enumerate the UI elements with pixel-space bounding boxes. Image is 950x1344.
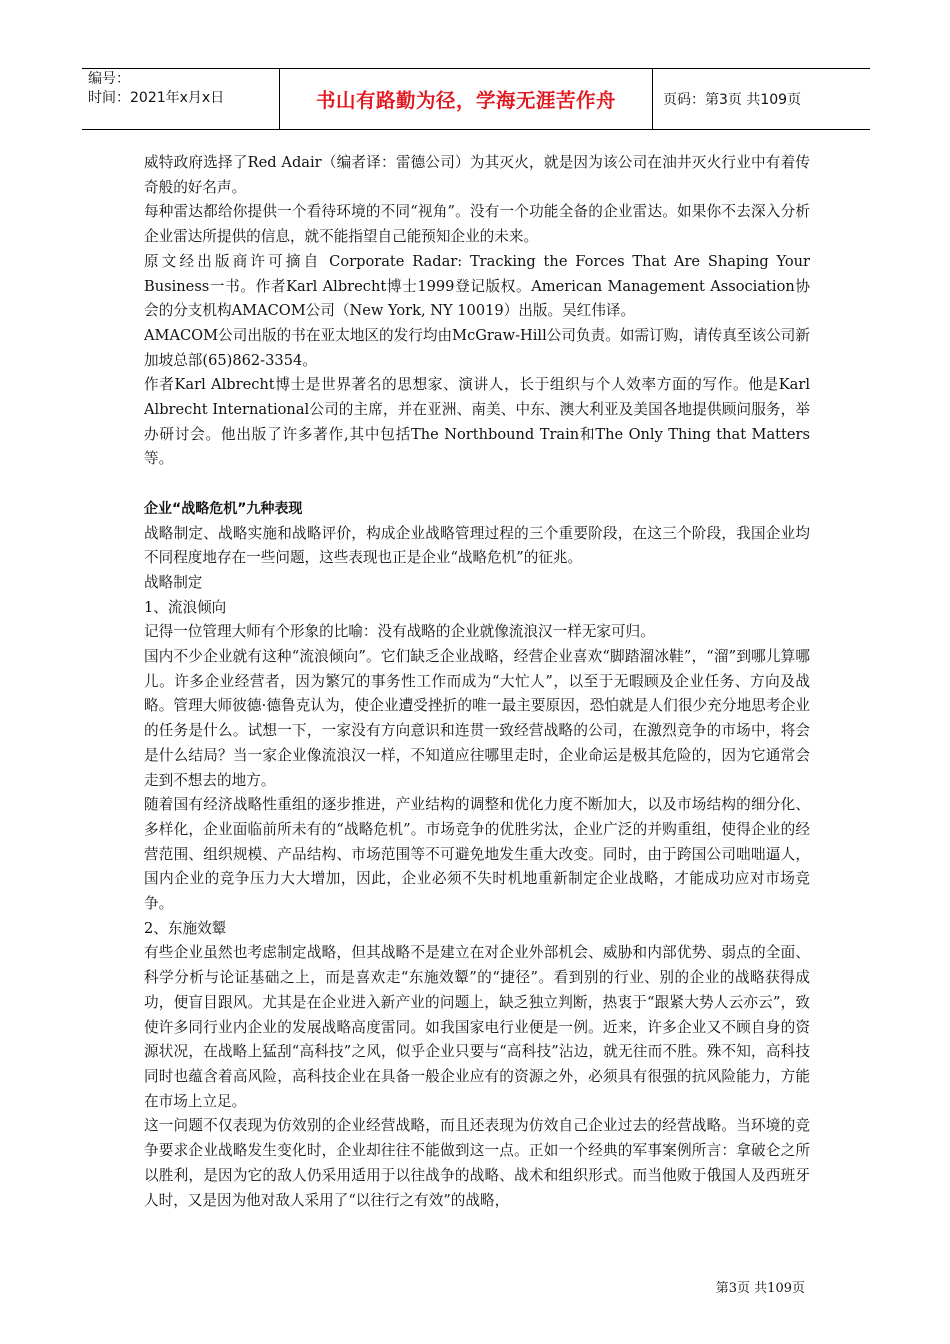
paragraph: AMACOM公司出版的书在亚太地区的发行均由McGraw-Hill公司负责。如需订购，请传真至该公司新加坡总部(65)862-3354。 [144, 326, 810, 369]
header-motto: 书山有路勤为径，学海无涯苦作舟 [315, 89, 616, 112]
paragraph: 有些企业虽然也考虑制定战略，但其战略不是建立在对企业外部机会、威胁和内部优势、弱点的全面、科学分析与论证基础之上，而是喜欢走“东施效颦”的“捷径”。看到别的行业、别的企业的战略获得成功，便盲目跟风。尤其是在企业进入新产业的问题上，缺乏独立判断，热衷于“跟紧大势人云亦云”，致使许多同行业内企业的发展战略高度雷同。如我国家电行业便是一例。近来，许多企业又不顾自身的资源状况，在战略上猛刮“高科技”之风，似乎企业只要与“高科技”沾边，就无往而不胜。殊不知，高科技同时也蕴含着高风险，高科技企业在具备一般企业应有的资源之外，必须具有很强的抗风险能力，方能在市场上立足。 [144, 944, 810, 1110]
paragraph: 随着国有经济战略性重组的逐步推进，产业结构的调整和优化力度不断加大，以及市场结构的细分化、多样化，企业面临前所未有的“战略危机”。市场竞争的优胜劣汰，企业广泛的并购重组，使得企业的经营范围、组织规模、产品结构、市场范围等不可避免地发生重大改变。同时，由于跨国公司咄咄逼人，国内企业的竞争压力大大增加，因此，企业必须不失时机地重新制定企业战略，才能成功应对市场竞争。 [144, 796, 810, 913]
document-date: 时间：2021年x月x日 [88, 90, 225, 106]
subheading: 战略制定 [144, 573, 203, 591]
page-header [82, 68, 870, 130]
paragraph: 作者Karl Albrecht博士是世界著名的思想家、演讲人，长于组织与个人效率方面的写作。他是Karl Albrecht International公司的主席，并在亚洲、南美、中东、澳大利亚及美国各地提供顾问服务，举办研讨会。他出版了许多著作,其中包括The Northbound Train和The Only Thing that Matters等。 [144, 376, 810, 468]
paragraph: 这一问题不仅表现为仿效别的企业经营战略，而且还表现为仿效自己企业过去的经营战略。当环境的竞争要求企业战略发生变化时，企业却往往不能做到这一点。正如一个经典的军事案例所言：拿破仑之所以胜利，是因为它的敌人仍采用适用于以往战争的战略、战术和组织形式。而当他败于俄国人及西班牙人时，又是因为他对敌人采用了“以往行之有效”的战略， [144, 1117, 810, 1209]
paragraph: 原文经出版商许可摘自 Corporate Radar: Tracking the Forces That Are Shaping Your Business一书。作者Karl Albrecht博士1999登记版权。American Management Association协会的分支机构AMACOM公司（New York, NY 10019）出版。吴红伟译。 [144, 252, 810, 320]
header-page-info: 页码：第3页 共109页 [663, 92, 802, 108]
paragraph: 战略制定、战略实施和战略评价，构成企业战略管理过程的三个重要阶段，在这三个阶段，我国企业均不同程度地存在一些问题，这些表现也正是企业“战略危机”的征兆。 [144, 524, 810, 567]
section-heading: 企业“战略危机”九种表现 [144, 500, 303, 517]
paragraph: 国内不少企业就有这种“流浪倾向”。它们缺乏企业战略，经营企业喜欢“脚踏溜冰鞋”，“溜”到哪儿算哪儿。许多企业经营者，因为繁冗的事务性工作而成为“大忙人”，以至于无暇顾及企业任务、方向及战略。管理大师彼德·德鲁克认为，使企业遭受挫折的唯一最主要原因，恐怕就是人们很少充分地思考企业的任务是什么。试想一下，一家没有方向意识和连贯一致经营战略的公司，在激烈竞争的市场中，将会是什么结局？当一家企业像流浪汉一样，不知道应往哪里走时，企业命运是极其危险的，因为它通常会走到不想去的地方。 [144, 648, 810, 789]
header-motto-cell [280, 69, 653, 129]
paragraph: 记得一位管理大师有个形象的比喻：没有战略的企业就像流浪汉一样无家可归。 [144, 623, 655, 641]
document-number: 编号： [88, 71, 130, 87]
header-meta [82, 69, 280, 129]
paragraph: 每种雷达都给你提供一个看待环境的不同“视角”。没有一个功能全备的企业雷达。如果你不去深入分析企业雷达所提供的信息，就不能指望自己能预知企业的未来。 [144, 203, 810, 246]
blank-line [144, 472, 810, 497]
subheading: 1、流浪倾向 [144, 598, 227, 616]
subheading: 2、东施效颦 [144, 919, 227, 937]
paragraph: 威特政府选择了Red Adair（编者译：雷德公司）为其灭火，就是因为该公司在油井灭火行业中有着传奇般的好名声。 [144, 154, 810, 196]
document-body [144, 151, 810, 1213]
page-footer: 第3页 共109页 [715, 1281, 805, 1296]
